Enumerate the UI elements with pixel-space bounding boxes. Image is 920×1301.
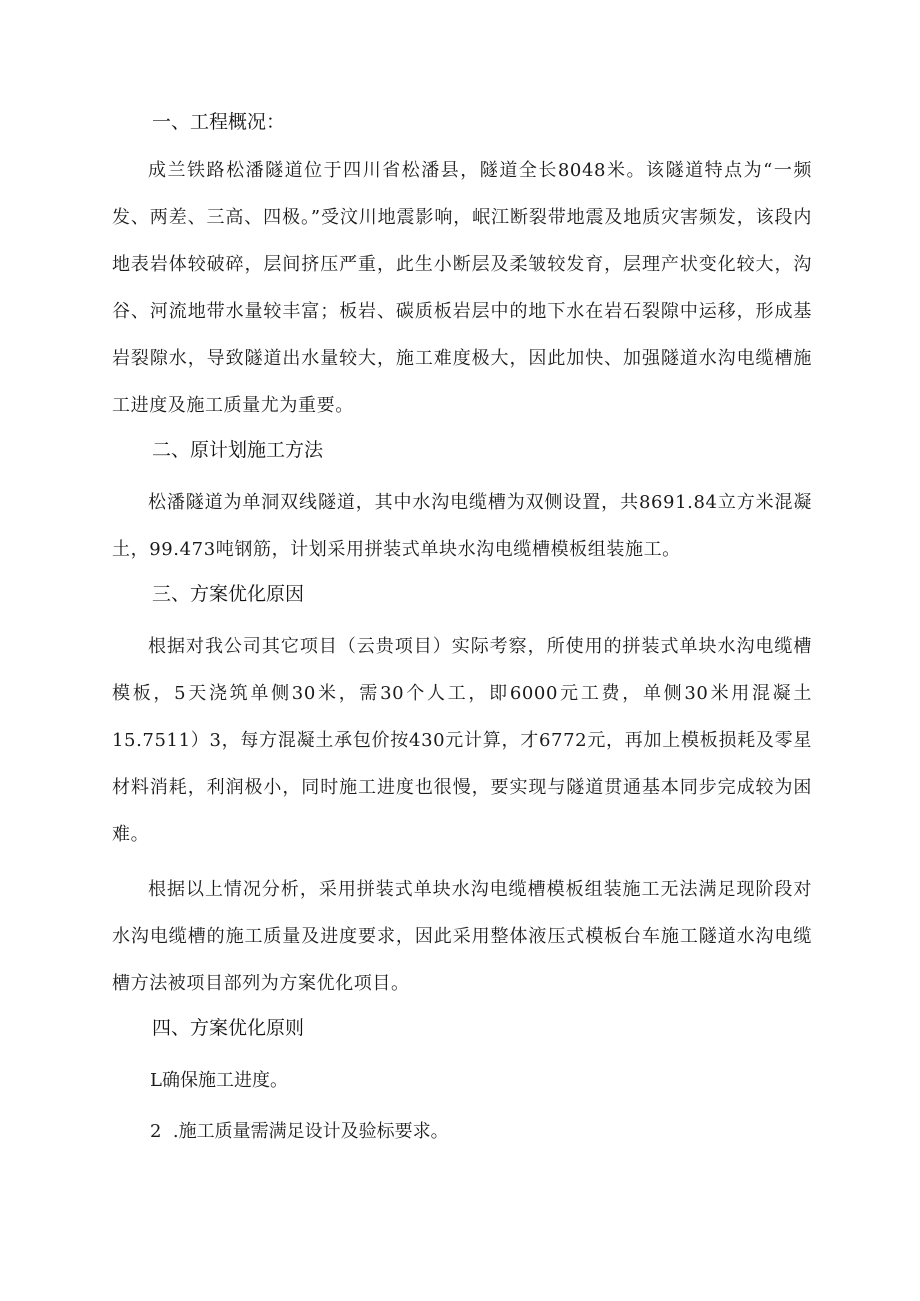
- document-body: [112, 103, 812, 1155]
- paragraph-project-overview: 成兰铁路松潘隧道位于四川省松潘县，隧道全长8048米。该隧道特点为“一频发、两差、三高、四极。”受汶川地震影响，岷江断裂带地震及地质灾害频发，该段内地表岩体较破碎，层间挤压严重，此生小断层及柔皱较发育，层理产状变化较大，沟谷、河流地带水量较丰富；板岩、碳质板岩层中的地下水在岩石裂隙中运移，形成基岩裂隙水，导致隧道出水量较大，施工难度极大，因此加快、加强隧道水沟电缆槽施工进度及施工质量尤为重要。: [112, 160, 812, 416]
- paragraph-original-method: 松潘隧道为单洞双线隧道，其中水沟电缆槽为双侧设置，共8691.84立方米混凝土，99.473吨钢筋，计划采用拼装式单块水沟电缆槽模板组装施工。: [112, 492, 812, 560]
- principle-item-2: 2 .施工质量需满足设计及验标要求。: [150, 1121, 449, 1142]
- paragraph-optimization-reason-1: 根据对我公司其它项目（云贵项目）实际考察，所使用的拼装式单块水沟电缆槽模板，5天浇筑单侧30米，需30个人工，即6000元工费，单侧30米用混凝土15.7511）3，每方混凝土承包价按430元计算，才6772元，再加上模板损耗及零星材料消耗，利润极小，同时施工进度也很慢，要实现与隧道贯通基本同步完成较为困难。: [112, 636, 812, 845]
- section-heading-1: 一、工程概况：: [152, 111, 286, 133]
- section-heading-2: 二、原计划施工方法: [152, 439, 324, 461]
- section-heading-3: 三、方案优化原因: [152, 583, 305, 605]
- principle-item-1: L确保施工进度。: [150, 1070, 288, 1091]
- section-heading-4: 四、方案优化原则: [152, 1017, 305, 1039]
- paragraph-optimization-reason-2: 根据以上情况分析，采用拼装式单块水沟电缆槽模板组装施工无法满足现阶段对水沟电缆槽的施工质量及进度要求，因此采用整体液压式模板台车施工隧道水沟电缆槽方法被项目部列为方案优化项目。: [112, 879, 812, 994]
